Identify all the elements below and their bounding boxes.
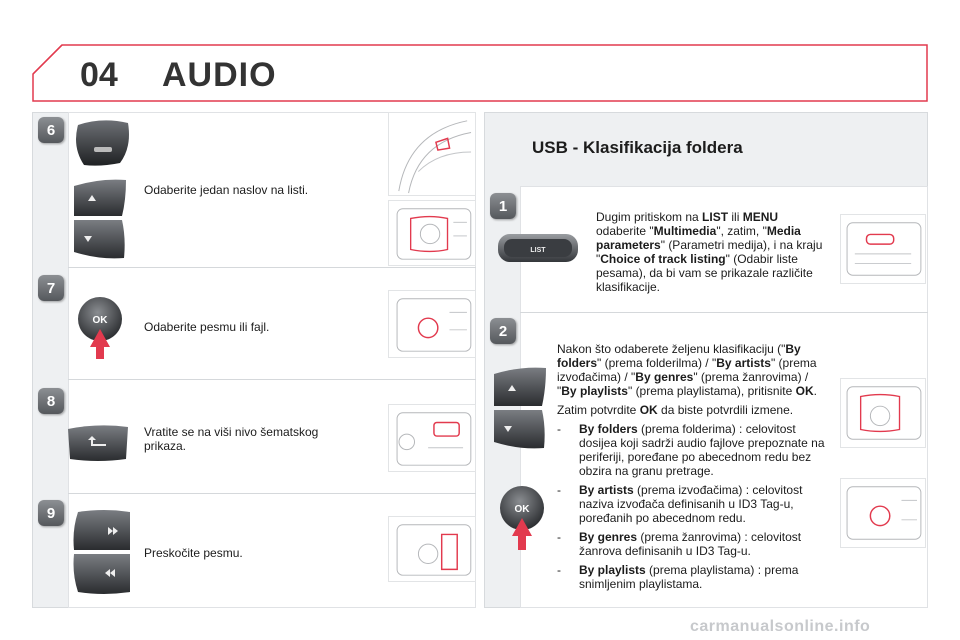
- control-panel-thumbnail: [388, 404, 476, 472]
- divider: [68, 379, 476, 380]
- list-item: - By artists (prema izvođačima) : celovitost naziva izvođača definisanih u ID3 Tag-u, poređanih po abecednom redu.: [557, 483, 803, 525]
- divider: [68, 493, 476, 494]
- list-button-icon: [496, 232, 580, 264]
- ok-button-icon: [74, 295, 130, 361]
- step-badge-1: 1: [490, 193, 516, 219]
- list-item: - By playlists (prema playlistama) : prema snimljenim playlistama.: [557, 563, 799, 591]
- control-panel-thumbnail: [840, 378, 926, 448]
- step-7-text: Odaberite pesmu ili fajl.: [144, 320, 270, 334]
- steering-button-icon: [70, 117, 134, 169]
- step-1-text: Dugim pritiskom na LIST ili MENU odaberite "Multimedia", zatim, "Media parameters" (Parametri medija), i na kraju "Choice of track listing" (Odabir liste pesama), da bi vam se prikazale različite klasifikacije.: [596, 210, 823, 294]
- step-6-text: Odaberite jedan naslov na listi.: [144, 183, 309, 197]
- up-down-buttons-icon: [70, 178, 128, 260]
- up-down-buttons-icon: [490, 366, 548, 450]
- step-badge-2: 2: [490, 318, 516, 344]
- step-badge-8: 8: [38, 388, 64, 414]
- chapter-title: AUDIO: [162, 56, 277, 94]
- chapter-number: 04: [80, 56, 118, 94]
- chapter-header: [32, 44, 928, 102]
- list-item: - By genres (prema žanrovima) : celovitost žanrova definisanih u ID3 Tag-u.: [557, 530, 802, 558]
- confirm-paragraph: Zatim potvrdite OK da biste potvrdili izmene.: [557, 403, 794, 417]
- ok-button-icon: [496, 484, 552, 552]
- svg-text:LIST: LIST: [530, 247, 546, 254]
- list-item: - By folders (prema folderima) : celovitost dosijea koji sadrži audio fajlove prepoznate na periferiji, poređane po abecednom redu bez obzira na granu pretrage.: [557, 422, 825, 478]
- back-button-icon: [66, 423, 130, 463]
- control-panel-thumbnail: [840, 478, 926, 548]
- divider: [68, 267, 476, 268]
- skip-buttons-icon: [70, 508, 132, 596]
- control-panel-thumbnail: [388, 200, 476, 266]
- step-badge-7: 7: [38, 275, 64, 301]
- control-panel-thumbnail: [840, 214, 926, 284]
- svg-text:OK: OK: [514, 504, 530, 515]
- step-9-text: Preskočite pesmu.: [144, 546, 243, 560]
- svg-text:OK: OK: [92, 315, 108, 326]
- step-8-text: Vratite se na viši nivo šematskog prikaza.: [144, 425, 319, 453]
- divider: [520, 312, 928, 313]
- step-2-text: [557, 342, 829, 591]
- watermark: carmanualsonline.info: [690, 618, 871, 635]
- step-badge-6: 6: [38, 117, 64, 143]
- step-2-paragraph: Nakon što odaberete željenu klasifikaciju ("By folders" (prema folderilma) / "By artists" (prema izvođačima) / "By genres" (prema žanrovima) / "By playlists" (prema playlistama), pritisnite OK.: [557, 342, 817, 398]
- control-panel-thumbnail: [388, 290, 476, 358]
- step-badge-9: 9: [38, 500, 64, 526]
- section-title: USB - Klasifikacija foldera: [532, 138, 743, 157]
- steering-wheel-thumbnail: [388, 112, 476, 196]
- control-panel-thumbnail: [388, 516, 476, 582]
